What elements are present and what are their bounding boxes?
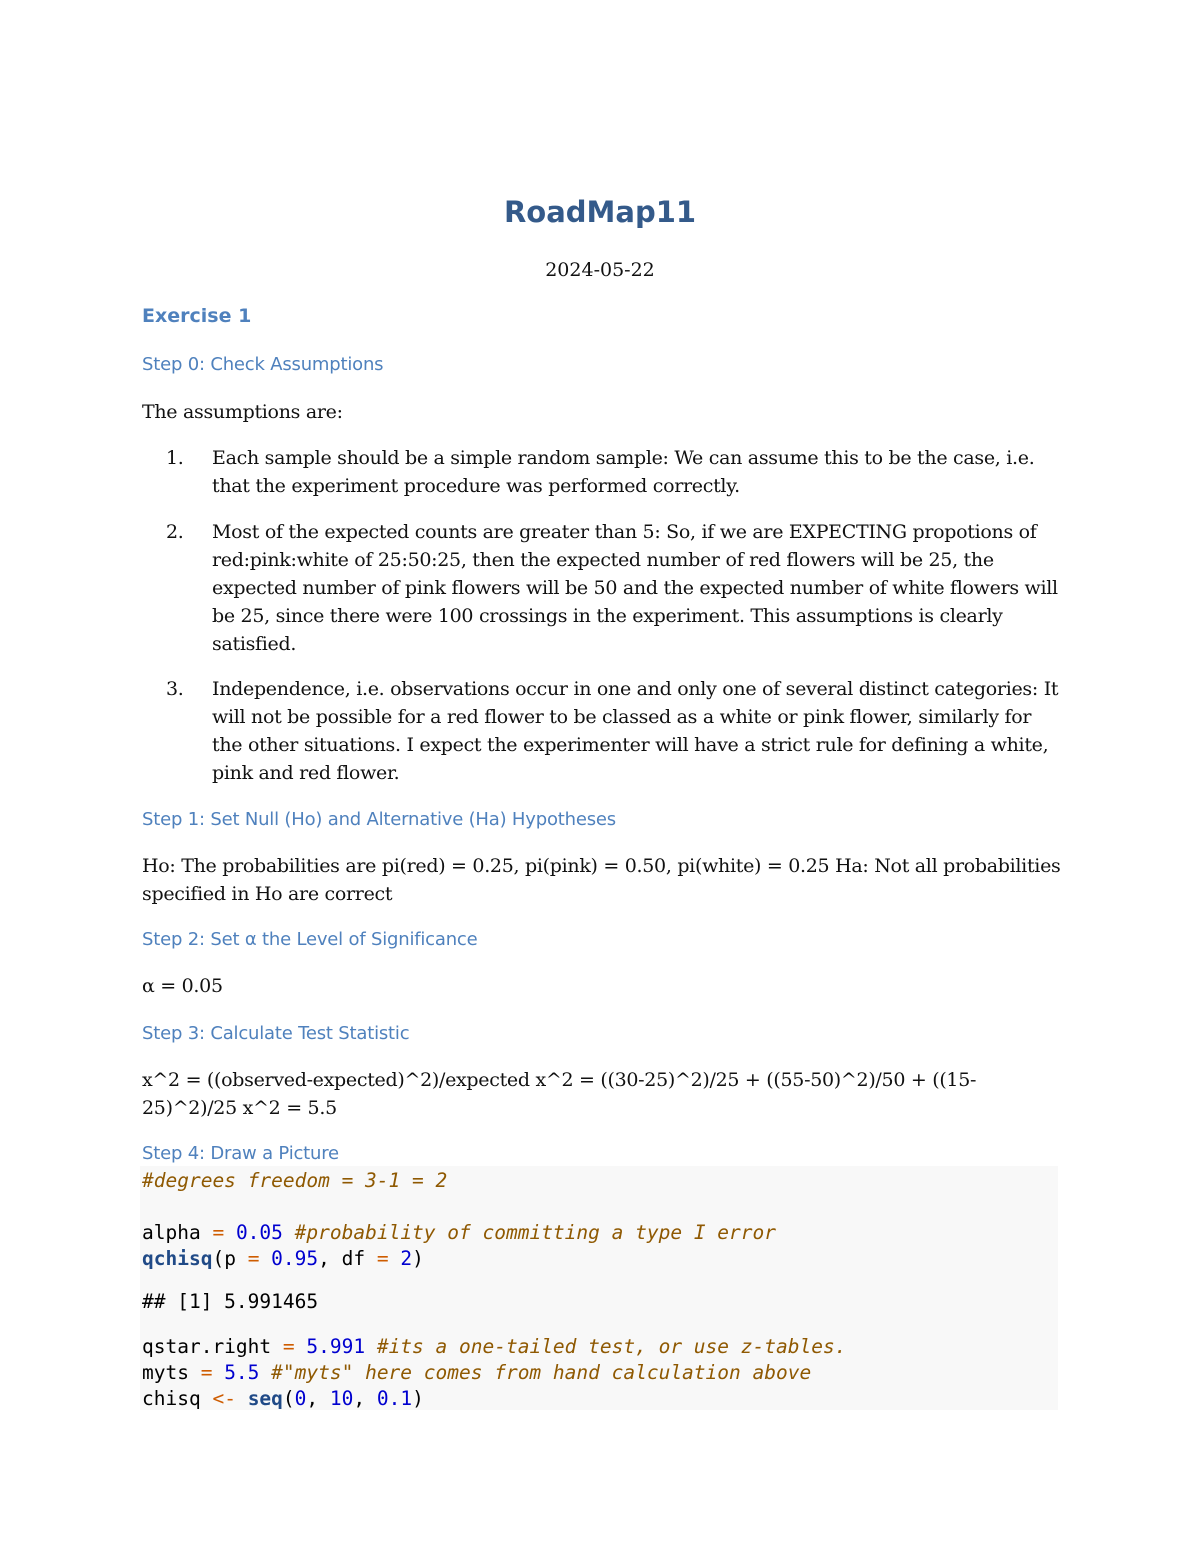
test-statistic-text: x^2 = ((observed-expected)^2)/expected x^2 = ((30-25)^2)/25 + ((55-50)^2)/50 + ((15-25)^2)/25 x^2 = 5.5 <box>142 1069 977 1119</box>
code-operator: = <box>200 1361 213 1384</box>
list-item-number: 2. <box>166 521 184 543</box>
step-1-heading: Step 1: Set Null (Ho) and Alternative (Ha) Hypotheses <box>142 809 616 830</box>
document-title: RoadMap11 <box>503 195 697 229</box>
code-function: qchisq <box>142 1247 213 1270</box>
code-number: 2 <box>388 1247 413 1270</box>
list-item-number: 3. <box>166 678 184 700</box>
code-text: , df <box>318 1247 377 1270</box>
code-text <box>236 1387 248 1410</box>
hypotheses-text: Ho: The probabilities are pi(red) = 0.25, pi(pink) = 0.50, pi(white) = 0.25 Ha: Not all probabilities specified in Ho are correct <box>142 855 1061 905</box>
code-number: 0.95 <box>259 1247 319 1270</box>
code-text: ( <box>282 1387 295 1410</box>
code-text: ) <box>412 1387 424 1410</box>
step-4-heading: Step 4: Draw a Picture <box>142 1143 339 1164</box>
code-operator: = <box>247 1247 260 1270</box>
code-line-2 <box>142 1220 776 1246</box>
step-3-heading: Step 3: Calculate Test Statistic <box>142 1023 410 1044</box>
list-item-text: Each sample should be a simple random sample: We can assume this to be the case, i.e. that the experiment procedure was performed correctly. <box>212 447 1035 497</box>
code-operator: = <box>212 1221 225 1244</box>
code-number: 10 <box>329 1387 354 1410</box>
code-line-1 <box>142 1168 447 1194</box>
code-output: ## [1] 5.991465 <box>142 1290 319 1313</box>
code-variable: chisq <box>142 1387 213 1410</box>
code-text: ) <box>412 1247 424 1270</box>
code-comment: #probability of committing a type I error <box>294 1221 776 1244</box>
code-text: , <box>306 1387 330 1410</box>
code-line-5 <box>142 1360 811 1386</box>
code-line-4 <box>142 1334 846 1360</box>
code-number: 0 <box>294 1387 307 1410</box>
code-operator: = <box>376 1247 389 1270</box>
alpha-text: α = 0.05 <box>142 975 223 997</box>
code-operator: <- <box>212 1387 236 1410</box>
code-number: 5.991 <box>294 1335 377 1358</box>
code-number: 0.1 <box>376 1387 413 1410</box>
code-comment: #degrees freedom = 3-1 = 2 <box>142 1169 448 1192</box>
step-0-heading: Step 0: Check Assumptions <box>142 354 384 375</box>
code-variable: myts <box>142 1361 201 1384</box>
code-number: 0.05 <box>224 1221 295 1244</box>
code-operator: = <box>282 1335 295 1358</box>
code-text: (p <box>212 1247 248 1270</box>
list-item-text: Most of the expected counts are greater than 5: So, if we are EXPECTING propotions of red:pink:white of 25:50:25, then the expected number of red flowers will be 25, the expected number of pink flowers will be 50 and the expected number of white flowers will be 25, since there were 100 crossings in the experiment. This assumptions is clearly satisfied. <box>212 521 1058 655</box>
code-variable: alpha <box>142 1221 213 1244</box>
step-2-heading: Step 2: Set α the Level of Significance <box>142 929 478 950</box>
code-comment: #"myts" here comes from hand calculation above <box>271 1361 812 1384</box>
list-item-number: 1. <box>166 447 184 469</box>
code-comment: #its a one-tailed test, or use z-tables. <box>376 1335 847 1358</box>
code-line-6 <box>142 1386 424 1412</box>
code-function: seq <box>247 1387 283 1410</box>
code-line-3 <box>142 1246 424 1272</box>
document-date: 2024-05-22 <box>545 259 655 281</box>
list-item-text: Independence, i.e. observations occur in one and only one of several distinct categories: It will not be possible for a red flower to be classed as a white or pink flower, similarly for the other situations. I expect the experimenter will have a strict rule for defining a white, pink and red flower. <box>212 678 1059 784</box>
code-number: 5.5 <box>212 1361 272 1384</box>
assumptions-intro: The assumptions are: <box>142 401 343 423</box>
code-text: , <box>353 1387 377 1410</box>
exercise-1-heading: Exercise 1 <box>142 305 252 327</box>
code-variable: qstar.right <box>142 1335 283 1358</box>
